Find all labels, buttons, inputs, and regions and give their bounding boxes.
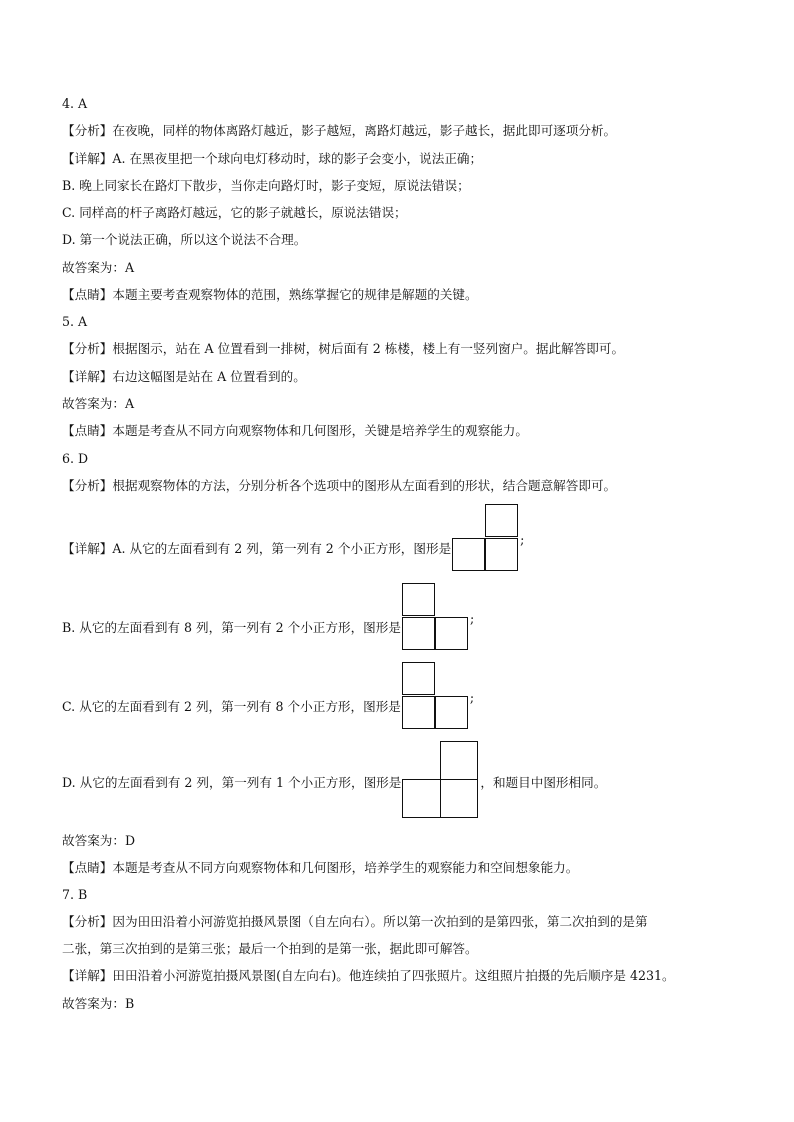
comment-6: 【点睛】本题是考查从不同方向观察物体和几何图形，培养学生的观察能力和空间想象能力。 bbox=[62, 860, 579, 875]
explanation-4-a: 【详解】A. 在黑夜里把一个球向电灯移动时，球的影子会变小，说法正确； bbox=[62, 151, 483, 166]
answer-number-5: 5. A bbox=[62, 314, 88, 329]
figure-d-square bbox=[440, 779, 478, 818]
figure-c bbox=[402, 662, 469, 730]
figure-a bbox=[452, 504, 519, 572]
figure-c-square bbox=[435, 696, 468, 729]
comment-5: 【点睛】本题是考查从不同方向观察物体和几何图形，关键是培养学生的观察能力。 bbox=[62, 423, 528, 438]
figure-d-square bbox=[440, 741, 478, 780]
figure-a-square bbox=[485, 504, 518, 537]
answer-number-4: 4. A bbox=[62, 96, 88, 111]
answer-7: 故答案为：B bbox=[62, 996, 135, 1011]
answer-number-6: 6. D bbox=[62, 451, 89, 466]
explanation-4-d: D. 第一个说法正确，所以这个说法不合理。 bbox=[62, 232, 307, 247]
explanation-6-a bbox=[62, 504, 754, 572]
figure-d-square bbox=[402, 779, 441, 818]
answer-4: 故答案为：A bbox=[62, 260, 135, 275]
explanation-5: 【详解】右边这幅图是站在 A 位置看到的。 bbox=[62, 369, 306, 384]
comment-4: 【点睛】本题主要考查观察物体的范围，熟练掌握它的规律是解题的关键。 bbox=[62, 287, 478, 302]
figure-a-square bbox=[485, 538, 518, 571]
option-b-suffix: ; bbox=[469, 611, 475, 626]
analysis-5: 【分析】根据图示，站在 A 位置看到一排树，树后面有 2 栋楼，楼上有一竖列窗户。据此解答即可。 bbox=[62, 341, 625, 356]
figure-b bbox=[402, 583, 469, 651]
option-c-text: C. 从它的左面看到有 2 列，第一列有 8 个小正方形，图形是 bbox=[62, 699, 401, 714]
explanation-6-d bbox=[62, 741, 754, 819]
option-d-text: D. 从它的左面看到有 2 列，第一列有 1 个小正方形，图形是 bbox=[62, 775, 402, 790]
option-a-text: 【详解】A. 从它的左面看到有 2 列，第一列有 2 个小正方形，图形是 bbox=[62, 541, 452, 556]
analysis-7-line2: 二张，第三次拍到的是第三张；最后一个拍到的是第一张，据此即可解答。 bbox=[62, 941, 478, 956]
figure-b-square bbox=[402, 583, 435, 616]
answer-6: 故答案为：D bbox=[62, 833, 136, 848]
analysis-7-line1: 【分析】因为田田沿着小河游览拍摄风景图（自左向右）。所以第一次拍到的是第四张，第二次拍到的是第 bbox=[62, 914, 648, 929]
figure-b-square bbox=[402, 617, 435, 650]
explanation-6-c bbox=[62, 662, 754, 730]
explanation-7: 【详解】田田沿着小河游览拍摄风景图(自左向右)。他连续拍了四张照片。这组照片拍摄的先后顺序是 4231。 bbox=[62, 968, 675, 983]
figure-c-square bbox=[402, 696, 435, 729]
option-d-suffix: ，和题目中图形相同。 bbox=[480, 775, 607, 790]
figure-d bbox=[402, 741, 479, 819]
figure-b-square bbox=[435, 617, 468, 650]
analysis-4: 【分析】在夜晚，同样的物体离路灯越近，影子越短，离路灯越远，影子越长，据此即可逐项分析。 bbox=[62, 123, 617, 138]
answer-5: 故答案为：A bbox=[62, 396, 135, 411]
figure-c-square bbox=[402, 662, 435, 695]
answer-number-7: 7. B bbox=[62, 887, 88, 902]
explanation-4-c: C. 同样高的杆子离路灯越远，它的影子就越长，原说法错误； bbox=[62, 205, 407, 220]
option-b-text: B. 从它的左面看到有 8 列，第一列有 2 个小正方形，图形是 bbox=[62, 620, 401, 635]
analysis-6: 【分析】根据观察物体的方法，分别分析各个选项中的图形从左面看到的形状，结合题意解答即可。 bbox=[62, 478, 617, 493]
explanation-4-b: B. 晚上同家长在路灯下散步，当你走向路灯时，影子变短，原说法错误； bbox=[62, 178, 470, 193]
figure-a-square bbox=[452, 538, 485, 571]
option-c-suffix: ; bbox=[469, 690, 475, 705]
explanation-6-b bbox=[62, 583, 754, 651]
option-a-suffix: ; bbox=[520, 532, 525, 547]
